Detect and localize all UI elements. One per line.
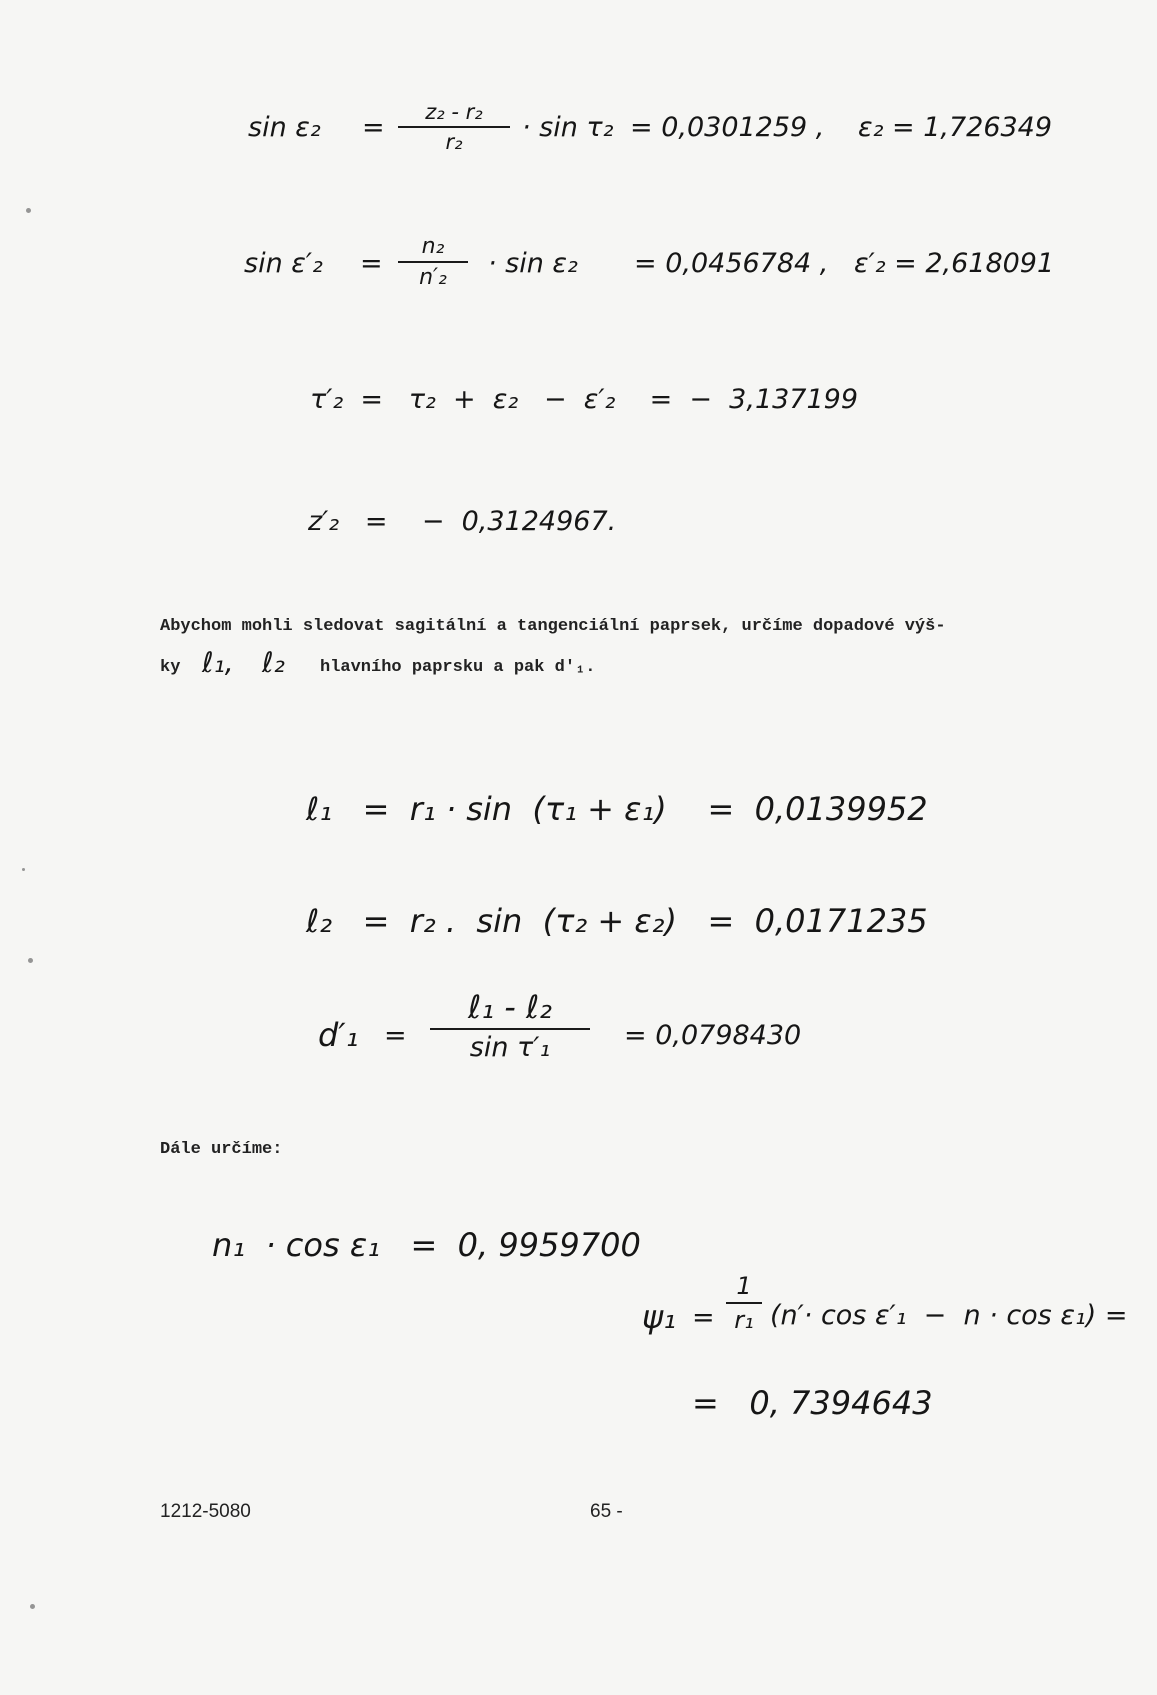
eq1-lhs: sin ε₂: [248, 112, 321, 143]
eq1-value: = 0,0301259 ,: [630, 112, 825, 143]
symbol-l1: ℓ₁,: [202, 646, 234, 679]
eq9-numerator: 1: [736, 1272, 752, 1300]
equation-psi-1-value: = 0, 7394643: [692, 1384, 933, 1422]
eq2-fraction: [398, 234, 468, 290]
eq2-denominator: n′₂: [419, 265, 447, 290]
scan-speck: [26, 208, 31, 213]
eq7-denominator: sin τ′₁: [469, 1032, 551, 1063]
eq2-lhs: sin ε′₂: [244, 248, 323, 279]
scan-speck: [30, 1604, 35, 1609]
eq7-lhs: d′₁: [318, 1016, 359, 1054]
eq9-rest: (n′· cos ε′₁ − n · cos ε₁) =: [770, 1300, 1128, 1331]
eq7-fraction: [430, 988, 590, 1063]
page-number: 65 -: [590, 1501, 623, 1522]
eq2-value: = 0,0456784 ,: [634, 248, 829, 279]
equation-l1: ℓ₁ = r₁ · sin (τ₁ + ε₁) = 0,0139952: [306, 790, 928, 828]
eq1-result: ε₂ = 1,726349: [858, 112, 1053, 143]
equation-z-prime-2: z′₂ = − 0,3124967.: [308, 506, 617, 537]
eq9-lhs: ψ₁: [642, 1298, 676, 1336]
paragraph-line-1: Abychom mohli sledovat sagitální a tangenciální paprsek, určíme dopadové výš-: [160, 617, 946, 636]
eq1-numerator: z₂ - r₂: [425, 100, 483, 124]
paragraph-line-2-end: hlavního paprsku a pak d'₁.: [320, 658, 596, 677]
equation-l2: ℓ₂ = r₂ . sin (τ₂ + ε₂) = 0,0171235: [306, 902, 928, 940]
scan-speck: [22, 868, 25, 871]
eq9-equals: =: [692, 1302, 715, 1333]
equation-n1-cos: n₁ · cos ε₁ = 0, 9959700: [212, 1226, 641, 1264]
eq1-middle: · sin τ₂: [522, 112, 614, 143]
eq9-fraction: [726, 1272, 762, 1334]
eq2-numerator: n₂: [421, 234, 445, 259]
paragraph-line-2-start: ky: [160, 658, 181, 677]
eq7-numerator: ℓ₁ - ℓ₂: [468, 988, 552, 1026]
eq1-fraction: [398, 100, 510, 154]
eq2-result: ε′₂ = 2,618091: [854, 248, 1055, 279]
eq2-equals: =: [360, 248, 383, 279]
footer-code: 1212-5080: [160, 1501, 251, 1522]
eq7-equals: =: [384, 1020, 407, 1051]
eq1-equals: =: [362, 112, 385, 143]
paragraph-dale-urcime: Dále určíme:: [160, 1140, 283, 1159]
equation-tau-prime-2: τ′₂ = τ₂ + ε₂ − ε′₂ = − 3,137199: [310, 384, 859, 415]
symbol-l2: ℓ₂: [262, 646, 285, 679]
eq1-denominator: r₂: [445, 130, 463, 154]
eq7-value: = 0,0798430: [624, 1020, 802, 1051]
scan-speck: [28, 958, 33, 963]
eq9-denominator: r₁: [734, 1306, 754, 1334]
eq2-middle: · sin ε₂: [488, 248, 578, 279]
